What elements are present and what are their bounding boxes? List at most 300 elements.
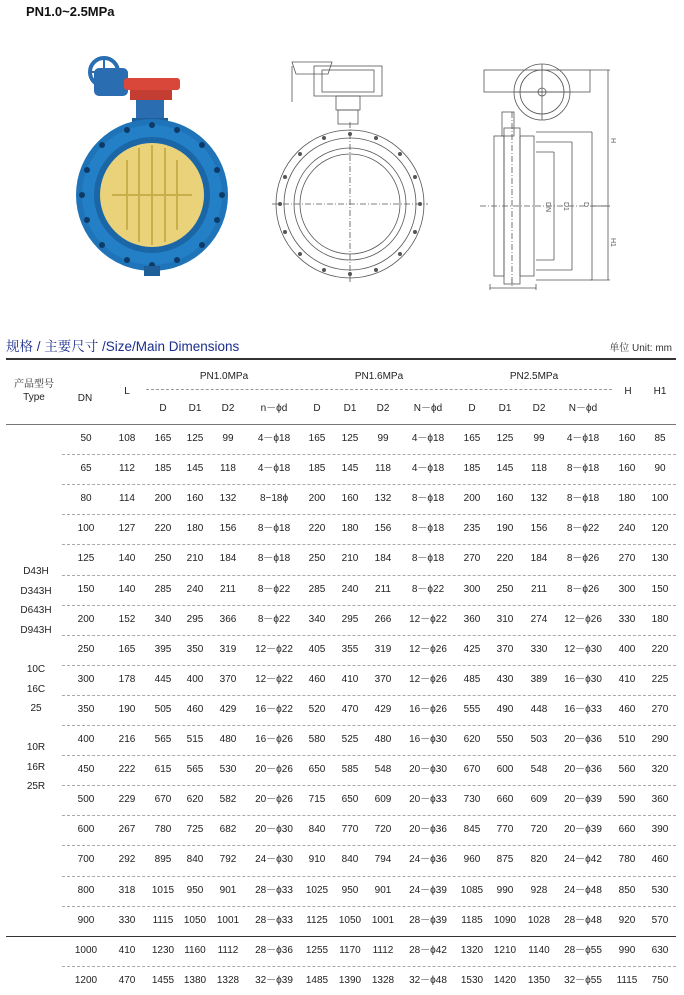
table-cell: 211 <box>531 583 547 595</box>
table-cell: 108 <box>118 433 136 444</box>
table-row <box>0 665 684 694</box>
table-cell: 1380 <box>183 974 207 986</box>
table-cell: 125 <box>341 433 359 444</box>
table-cell: 190 <box>118 703 136 715</box>
table-cell: 410 <box>341 673 359 685</box>
table-cell: 429 <box>374 703 392 715</box>
table-cell: 8－ϕ22 <box>257 583 291 595</box>
table-row <box>0 815 684 844</box>
side-view-drawing <box>480 52 650 292</box>
table-cell: 480 <box>219 734 237 745</box>
table-cell: 20－ϕ39 <box>564 794 602 806</box>
table-cell: 1420 <box>493 974 517 986</box>
table-cell: 292 <box>118 854 136 866</box>
label-h1: H1 <box>609 238 616 247</box>
table-cell: 184 <box>530 553 548 565</box>
table-cell: 320 <box>651 764 669 776</box>
table-cell: 32－ϕ55 <box>564 974 602 986</box>
table-cell: 1350 <box>527 974 551 986</box>
table-cell: 100 <box>77 523 95 535</box>
table-cell: 794 <box>374 854 392 866</box>
table-cell: 430 <box>496 673 514 685</box>
type-label: 16C <box>26 683 46 695</box>
type-label: 25 <box>30 703 42 714</box>
table-cell: 222 <box>118 764 136 776</box>
row-separator <box>62 815 676 816</box>
table-cell: 184 <box>374 553 392 565</box>
table-cell: 1185 <box>461 914 483 926</box>
table-cell: 132 <box>530 493 548 505</box>
unit-label: 单位 Unit: mm <box>609 343 672 354</box>
table-cell: 770 <box>341 824 359 836</box>
table-cell: 960 <box>463 854 481 866</box>
row-separator <box>62 544 676 545</box>
table-cell: 350 <box>77 703 95 715</box>
table-cell: 1125 <box>306 914 328 926</box>
table-cell: 180 <box>186 523 204 535</box>
table-cell: 500 <box>77 794 95 806</box>
table-cell: 1230 <box>151 944 175 956</box>
header-sub-1-0: D <box>313 403 321 414</box>
table-cell: 90 <box>654 463 666 475</box>
table-cell: 20－ϕ26 <box>255 794 293 806</box>
table-cell: 16－ϕ30 <box>409 734 447 745</box>
table-cell: 160 <box>341 493 359 505</box>
table-cell: 65 <box>80 463 92 475</box>
row-separator <box>62 785 676 786</box>
table-cell: 1170 <box>339 944 361 956</box>
row-separator <box>62 876 676 877</box>
table-cell: 366 <box>219 613 237 625</box>
table-cell: 160 <box>186 493 204 505</box>
table-cell: 1485 <box>305 974 329 986</box>
table-cell: 429 <box>219 703 237 715</box>
table-cell: 910 <box>308 854 326 866</box>
table-cell: 156 <box>374 523 392 535</box>
table-row <box>0 755 684 784</box>
header-sub-1-2: D2 <box>376 403 390 414</box>
table-cell: 120 <box>651 523 669 535</box>
header-sub-2-1: D1 <box>498 403 512 414</box>
type-label: 10R <box>26 742 46 753</box>
header-sub-rule <box>146 389 612 390</box>
row-separator <box>62 575 676 576</box>
table-cell: 620 <box>186 794 204 806</box>
header-type: 产品型号 Type <box>14 379 54 403</box>
table-cell: 660 <box>496 794 514 806</box>
table-cell: 99 <box>222 433 234 444</box>
table-cell: 190 <box>496 523 514 535</box>
table-cell: 370 <box>496 643 514 655</box>
table-cell: 266 <box>374 613 392 625</box>
table-cell: 1200 <box>74 974 98 986</box>
type-label: 25R <box>26 781 46 792</box>
table-cell: 715 <box>308 794 326 806</box>
table-cell: 270 <box>463 553 481 565</box>
table-cell: 400 <box>186 673 204 685</box>
table-cell: 160 <box>618 463 636 475</box>
table-cell: 165 <box>118 643 136 655</box>
table-cell: 840 <box>186 854 204 866</box>
table-cell: 240 <box>618 523 636 535</box>
row-separator <box>62 755 676 756</box>
table-cell: 200 <box>77 613 95 625</box>
table-cell: 319 <box>219 643 237 655</box>
table-row <box>0 514 684 543</box>
table-cell: 24－ϕ36 <box>409 854 447 866</box>
table-cell: 200 <box>308 493 326 505</box>
label-l: L <box>511 279 515 286</box>
table-cell: 16－ϕ33 <box>564 703 602 715</box>
label-dn: DN <box>544 202 551 213</box>
header-sub-2-2: D2 <box>532 403 546 414</box>
row-separator <box>62 966 676 967</box>
table-cell: 609 <box>374 794 392 806</box>
table-cell: 330 <box>118 914 136 926</box>
table-cell: 485 <box>463 673 481 685</box>
table-cell: 820 <box>530 854 548 866</box>
table-cell: 16－ϕ22 <box>255 703 293 715</box>
table-row <box>0 785 684 814</box>
table-cell: 450 <box>77 764 95 776</box>
table-cell: 840 <box>341 854 359 866</box>
table-cell: 165 <box>308 433 326 444</box>
table-cell: 125 <box>496 433 514 444</box>
table-cell: 4－ϕ18 <box>257 463 291 475</box>
table-cell: 274 <box>530 613 548 625</box>
table-cell: 600 <box>77 824 95 836</box>
table-cell: 20－ϕ30 <box>409 764 447 776</box>
table-cell: 118 <box>375 463 391 475</box>
label-d: D <box>582 202 589 208</box>
table-cell: 1328 <box>216 974 240 986</box>
table-cell: 1050 <box>183 914 207 926</box>
table-cell: 12－ϕ26 <box>409 643 447 655</box>
table-cell: 12－ϕ26 <box>564 613 602 625</box>
table-cell: 85 <box>654 433 666 444</box>
table-cell: 112 <box>119 463 135 475</box>
table-cell: 210 <box>341 553 359 565</box>
table-cell: 16－ϕ26 <box>409 703 447 715</box>
table-cell: 503 <box>530 734 548 745</box>
table-cell: 548 <box>530 764 548 776</box>
table-cell: 8－ϕ18 <box>257 523 291 535</box>
table-cell: 12－ϕ26 <box>409 673 447 685</box>
table-cell: 8－ϕ22 <box>566 523 600 535</box>
header-h1: H1 <box>653 386 667 397</box>
table-cell: 24－ϕ42 <box>564 854 602 866</box>
table-cell: 1050 <box>338 914 362 926</box>
table-cell: 792 <box>219 854 237 866</box>
table-cell: 127 <box>118 523 136 535</box>
table-cell: 510 <box>618 734 636 745</box>
table-cell: 20－ϕ36 <box>409 824 447 836</box>
table-cell: 1001 <box>371 914 395 926</box>
label-h: H <box>609 138 616 144</box>
table-cell: 152 <box>118 613 136 625</box>
section-title: 规格 / 主要尺寸 /Size/Main Dimensions <box>6 339 240 354</box>
table-cell: 720 <box>374 824 392 836</box>
table-cell: 32－ϕ39 <box>255 974 293 986</box>
table-cell: 165 <box>154 433 172 444</box>
table-cell: 185 <box>154 463 172 475</box>
type-label: D943H <box>20 624 52 636</box>
table-cell: 318 <box>118 884 136 896</box>
table-cell: 470 <box>118 974 136 986</box>
table-cell: 300 <box>463 583 481 595</box>
table-cell: 295 <box>341 613 359 625</box>
table-cell: 216 <box>118 734 136 745</box>
table-cell: 100 <box>651 493 669 505</box>
table-cell: 1320 <box>460 944 484 956</box>
table-cell: 700 <box>77 854 95 866</box>
header-sub-1-3: N－ϕd <box>413 403 443 414</box>
table-cell: 145 <box>496 463 514 475</box>
table-cell: 1115 <box>616 974 638 986</box>
table-cell: 470 <box>341 703 359 715</box>
table-cell: 140 <box>118 553 136 565</box>
table-cell: 180 <box>651 613 669 625</box>
table-cell: 615 <box>154 764 172 776</box>
table-cell: 211 <box>220 583 236 595</box>
table-cell: 650 <box>341 794 359 806</box>
table-cell: 448 <box>530 703 548 715</box>
table-cell: 220 <box>651 643 669 655</box>
table-row <box>0 695 684 724</box>
type-label: D43H <box>23 566 49 577</box>
table-cell: 730 <box>463 794 481 806</box>
table-cell: 210 <box>186 553 204 565</box>
table-cell: 460 <box>651 854 669 866</box>
table-cell: 99 <box>533 433 545 444</box>
table-cell: 180 <box>618 493 636 505</box>
table-cell: 520 <box>308 703 326 715</box>
table-cell: 20－ϕ30 <box>255 824 293 836</box>
row-separator <box>62 725 676 726</box>
table-cell: 12－ϕ22 <box>255 673 293 685</box>
table-cell: 850 <box>618 884 636 896</box>
header-h: H <box>624 386 632 397</box>
table-cell: 300 <box>618 583 636 595</box>
table-cell: 1085 <box>460 884 484 896</box>
table-cell: 480 <box>374 734 392 745</box>
table-cell: 1455 <box>151 974 175 986</box>
table-cell: 8－ϕ18 <box>566 493 600 505</box>
row-separator <box>62 454 676 455</box>
table-cell: 32－ϕ48 <box>409 974 447 986</box>
table-cell: 20－ϕ36 <box>564 764 602 776</box>
table-cell: 548 <box>374 764 392 776</box>
label-d1: D1 <box>562 202 569 211</box>
table-cell: 229 <box>118 794 136 806</box>
table-cell: 20－ϕ39 <box>564 824 602 836</box>
row-separator <box>62 695 676 696</box>
table-cell: 901 <box>374 884 392 896</box>
table-cell: 200 <box>463 493 481 505</box>
table-row <box>0 725 684 754</box>
table-cell: 140 <box>118 583 136 595</box>
table-cell: 400 <box>618 643 636 655</box>
table-cell: 118 <box>531 463 547 475</box>
table-cell: 200 <box>154 493 172 505</box>
table-cell: 160 <box>618 433 636 444</box>
table-cell: 12－ϕ22 <box>255 643 293 655</box>
table-cell: 1112 <box>217 944 239 956</box>
table-cell: 1115 <box>152 914 174 926</box>
table-row <box>0 454 684 483</box>
table-cell: 900 <box>77 914 95 926</box>
table-cell: 1028 <box>527 914 551 926</box>
table-cell: 225 <box>651 673 669 685</box>
table-cell: 1140 <box>528 944 550 956</box>
table-cell: 550 <box>496 734 514 745</box>
table-cell: 28－ϕ48 <box>564 914 602 926</box>
table-cell: 185 <box>463 463 481 475</box>
table-cell: 8－ϕ18 <box>257 553 291 565</box>
table-cell: 50 <box>80 433 92 444</box>
table-cell: 8－ϕ22 <box>411 583 445 595</box>
table-cell: 570 <box>651 914 669 926</box>
table-cell: 445 <box>154 673 172 685</box>
table-cell: 295 <box>186 613 204 625</box>
table-cell: 990 <box>618 944 636 956</box>
table-cell: 4－ϕ18 <box>411 433 445 444</box>
table-cell: 460 <box>186 703 204 715</box>
table-cell: 580 <box>308 734 326 745</box>
header-l: L <box>124 386 130 397</box>
table-cell: 780 <box>618 854 636 866</box>
row-separator <box>62 484 676 485</box>
table-cell: 28－ϕ33 <box>255 914 293 926</box>
table-cell: 24－ϕ30 <box>255 854 293 866</box>
table-cell: 28－ϕ55 <box>564 944 602 956</box>
table-cell: 565 <box>154 734 172 745</box>
table-cell: 28－ϕ42 <box>409 944 447 956</box>
type-label: 16R <box>26 761 46 773</box>
table-cell: 240 <box>341 583 359 595</box>
table-cell: 525 <box>341 734 359 745</box>
table-cell: 118 <box>220 463 236 475</box>
table-cell: 310 <box>496 613 514 625</box>
table-cell: 8－ϕ22 <box>257 613 291 625</box>
table-cell: 370 <box>374 673 392 685</box>
table-cell: 582 <box>219 794 237 806</box>
table-cell: 319 <box>374 643 392 655</box>
table-cell: 682 <box>219 824 237 836</box>
table-cell: 250 <box>496 583 514 595</box>
table-cell: 395 <box>154 643 172 655</box>
header-sub-2-0: D <box>468 403 476 414</box>
table-cell: 220 <box>308 523 326 535</box>
table-row <box>0 605 684 634</box>
row-separator <box>62 514 676 515</box>
table-row <box>0 966 684 995</box>
table-cell: 565 <box>186 764 204 776</box>
table-cell: 125 <box>77 553 95 565</box>
table-cell: 20－ϕ33 <box>409 794 447 806</box>
header-group-pn10: PN1.0MPa <box>199 371 249 382</box>
table-cell: 1255 <box>305 944 329 956</box>
table-cell: 145 <box>341 463 359 475</box>
table-cell: 410 <box>618 673 636 685</box>
table-row <box>0 575 684 604</box>
table-cell: 24－ϕ39 <box>409 884 447 896</box>
table-cell: 8－ϕ18 <box>411 493 445 505</box>
table-cell: 725 <box>186 824 204 836</box>
header-sub-0-1: D1 <box>188 403 202 414</box>
table-cell: 460 <box>308 673 326 685</box>
table-cell: 156 <box>219 523 237 535</box>
table-cell: 875 <box>496 854 514 866</box>
table-cell: 1025 <box>305 884 329 896</box>
table-cell: 1390 <box>338 974 362 986</box>
table-cell: 530 <box>219 764 237 776</box>
header-sub-0-2: D2 <box>221 403 235 414</box>
row-separator <box>62 605 676 606</box>
table-cell: 80 <box>80 493 92 505</box>
header-group-pn25: PN2.5MPa <box>509 371 559 382</box>
table-cell: 28－ϕ39 <box>409 914 447 926</box>
table-cell: 300 <box>77 673 95 685</box>
table-cell: 1160 <box>184 944 206 956</box>
table-cell: 28－ϕ36 <box>255 944 293 956</box>
table-cell: 950 <box>341 884 359 896</box>
table-cell: 99 <box>377 433 389 444</box>
row-separator <box>62 665 676 666</box>
table-cell: 950 <box>186 884 204 896</box>
table-cell: 250 <box>77 643 95 655</box>
table-cell: 405 <box>308 643 326 655</box>
table-cell: 240 <box>186 583 204 595</box>
table-cell: 650 <box>308 764 326 776</box>
table-cell: 130 <box>651 553 669 565</box>
table-cell: 1090 <box>493 914 517 926</box>
table-cell: 840 <box>308 824 326 836</box>
table-cell: 410 <box>118 944 136 956</box>
table-cell: 16－ϕ26 <box>255 734 293 745</box>
header-sub-2-3: N－ϕd <box>568 403 598 414</box>
table-cell: 8－ϕ26 <box>566 553 600 565</box>
front-view-drawing <box>272 52 432 284</box>
table-cell: 600 <box>496 764 514 776</box>
table-cell: 28－ϕ33 <box>255 884 293 896</box>
header-sub-1-1: D1 <box>343 403 357 414</box>
table-cell: 4－ϕ18 <box>411 463 445 475</box>
table-cell: 490 <box>496 703 514 715</box>
table-cell: 400 <box>77 734 95 745</box>
table-cell: 1000 <box>74 944 98 956</box>
table-cell: 20－ϕ26 <box>255 764 293 776</box>
table-cell: 670 <box>463 764 481 776</box>
table-row <box>0 845 684 874</box>
table-cell: 180 <box>341 523 359 535</box>
table-cell: 211 <box>375 583 391 595</box>
table-cell: 350 <box>186 643 204 655</box>
table-cell: 150 <box>651 583 669 595</box>
table-cell: 750 <box>651 974 669 986</box>
table-cell: 620 <box>463 734 481 745</box>
table-cell: 220 <box>496 553 514 565</box>
row-separator <box>62 845 676 846</box>
table-cell: 132 <box>374 493 392 505</box>
table-cell: 660 <box>618 824 636 836</box>
table-cell: 1001 <box>216 914 240 926</box>
table-cell: 8－ϕ18 <box>411 553 445 565</box>
header-group-pn16: PN1.6MPa <box>354 371 404 382</box>
table-cell: 12－ϕ22 <box>409 613 447 625</box>
table-cell: 340 <box>154 613 172 625</box>
table-cell: 800 <box>77 884 95 896</box>
